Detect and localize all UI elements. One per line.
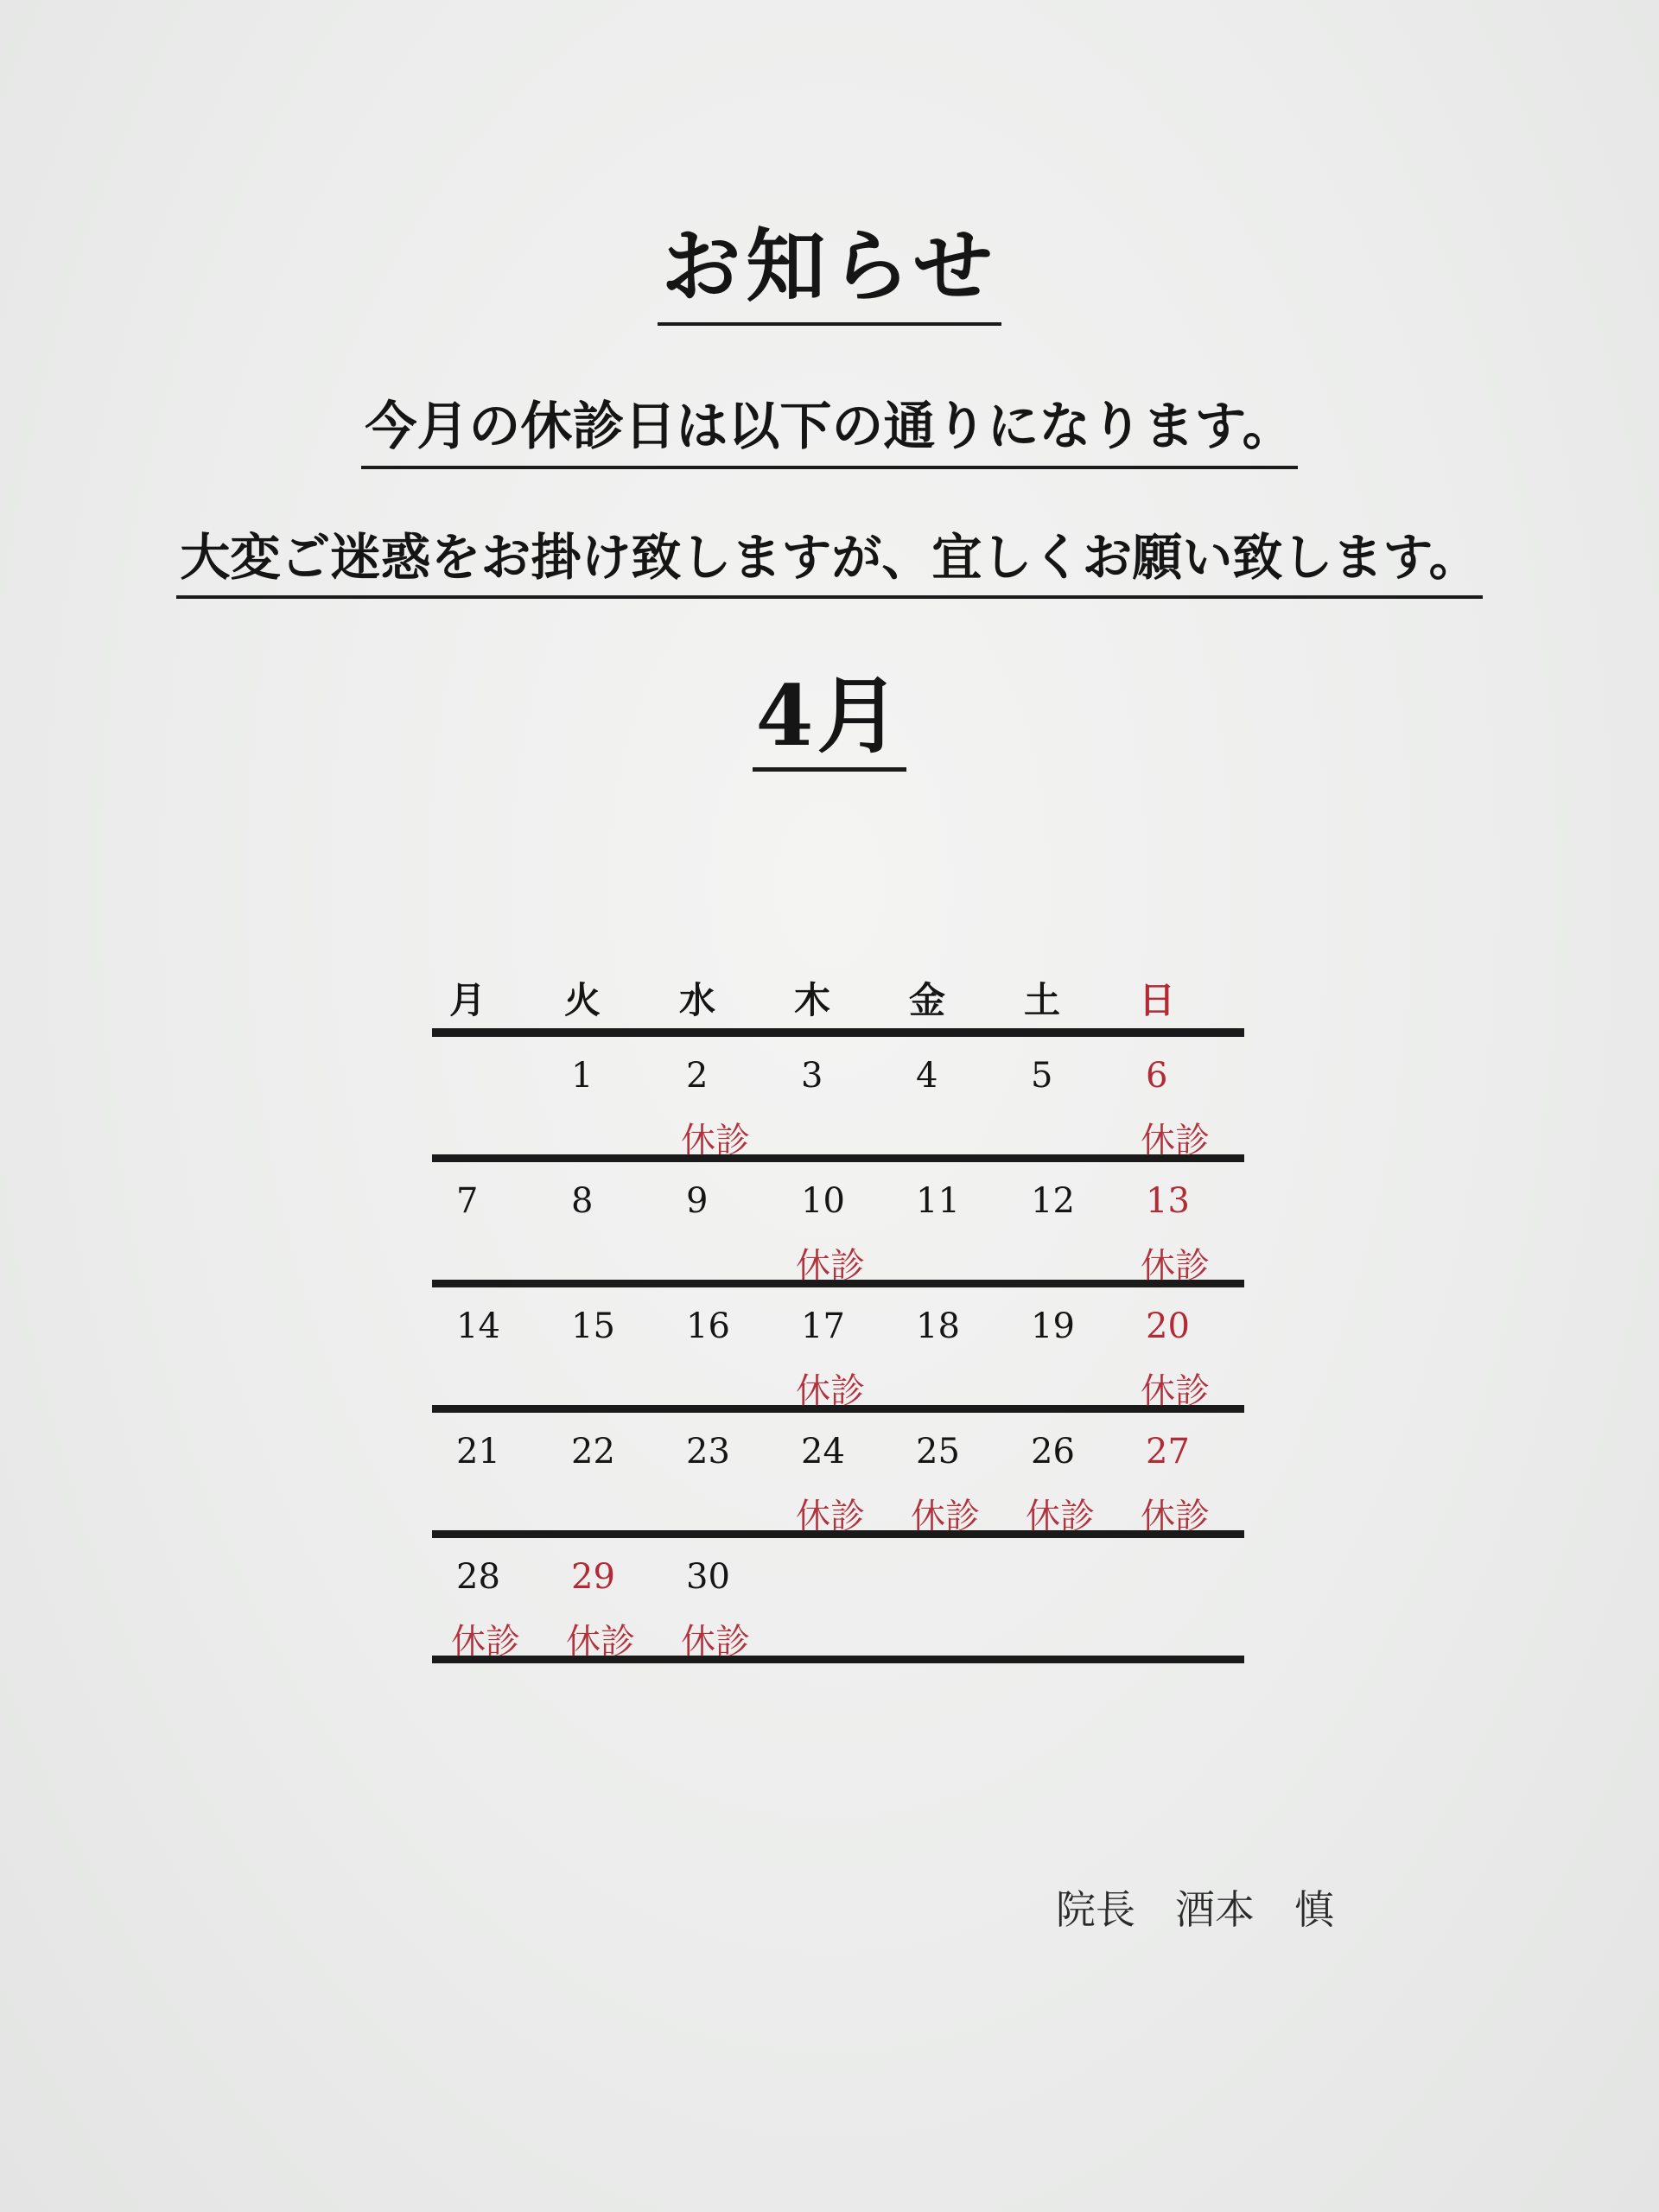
calendar-weeks	[432, 1037, 1244, 1663]
day-number: 7	[456, 1181, 479, 1221]
calendar-day-cell	[662, 1037, 777, 1160]
calendar-day-cell	[1122, 1538, 1236, 1656]
calendar-day-cell	[777, 1287, 892, 1411]
day-number: 9	[686, 1181, 709, 1221]
calendar-day-cell	[1007, 1162, 1122, 1280]
calendar-day-cell	[1122, 1413, 1236, 1536]
closed-label: 休診	[911, 1497, 980, 1536]
weekday-fri: 金	[909, 979, 946, 1021]
calendar-day-cell	[547, 1037, 662, 1154]
calendar-day-cell	[1122, 1162, 1236, 1286]
day-number: 4	[916, 1056, 938, 1096]
closed-label: 休診	[1141, 1121, 1210, 1160]
signature	[1056, 1878, 1334, 1936]
weekday-thu: 木	[794, 979, 831, 1021]
day-number: 21	[456, 1432, 500, 1471]
closed-label: 休診	[1141, 1246, 1210, 1286]
closed-label: 休診	[1026, 1497, 1095, 1536]
calendar-day-cell	[432, 1538, 547, 1662]
calendar-day-cell	[547, 1413, 662, 1530]
calendar-day-cell	[432, 1162, 547, 1280]
day-number: 10	[801, 1181, 845, 1221]
calendar-day-cell	[662, 1413, 777, 1530]
closed-label: 休診	[1141, 1497, 1210, 1536]
notice-title: お知らせ	[658, 223, 1001, 326]
calendar-day-cell	[1122, 1287, 1236, 1411]
calendar-week-row	[432, 1037, 1244, 1162]
calendar-day-cell	[1007, 1413, 1122, 1536]
calendar-day-cell	[662, 1538, 777, 1662]
day-number: 5	[1031, 1056, 1053, 1096]
day-number: 29	[571, 1557, 615, 1597]
notice-line-apology: 大変ご迷惑をお掛け致しますが、宜しくお願い致します。	[176, 529, 1482, 599]
signature-role: 院長	[1056, 1886, 1135, 1933]
calendar-day-cell	[892, 1538, 1007, 1656]
day-number: 14	[456, 1306, 500, 1346]
weekday-sat: 土	[1024, 979, 1061, 1021]
day-number: 15	[571, 1306, 615, 1346]
day-number: 18	[916, 1306, 960, 1346]
day-number: 20	[1146, 1306, 1190, 1346]
closure-calendar	[432, 968, 1244, 1663]
closed-label: 休診	[681, 1622, 750, 1662]
closed-label: 休診	[796, 1497, 865, 1536]
closed-label: 休診	[796, 1371, 865, 1411]
calendar-day-cell	[892, 1287, 1007, 1405]
calendar-day-cell	[432, 1037, 547, 1154]
day-number: 8	[571, 1181, 594, 1221]
day-number: 19	[1031, 1306, 1075, 1346]
day-number: 23	[686, 1432, 730, 1471]
calendar-day-cell	[777, 1037, 892, 1154]
calendar-week-row	[432, 1162, 1244, 1287]
day-number: 25	[916, 1432, 960, 1471]
calendar-day-cell	[547, 1162, 662, 1280]
calendar-week-row	[432, 1538, 1244, 1663]
day-number: 30	[686, 1557, 730, 1597]
day-number: 26	[1031, 1432, 1075, 1471]
closed-label: 休診	[1141, 1371, 1210, 1411]
month-heading: 4月	[753, 671, 907, 772]
weekday-header-row	[432, 968, 1244, 1037]
weekday-sun: 日	[1139, 979, 1176, 1021]
day-number: 17	[801, 1306, 845, 1346]
calendar-day-cell	[662, 1162, 777, 1280]
day-number: 24	[801, 1432, 845, 1471]
calendar-day-cell	[547, 1538, 662, 1662]
closed-label: 休診	[796, 1246, 865, 1286]
weekday-mon: 月	[449, 979, 486, 1021]
calendar-day-cell	[777, 1538, 892, 1656]
calendar-day-cell	[432, 1287, 547, 1405]
weekday-wed: 水	[679, 979, 716, 1021]
calendar-week-row	[432, 1413, 1244, 1538]
signature-given: 慎	[1294, 1886, 1334, 1933]
calendar-day-cell	[432, 1413, 547, 1530]
calendar-day-cell	[1007, 1287, 1122, 1405]
calendar-day-cell	[892, 1037, 1007, 1154]
closed-label: 休診	[451, 1622, 520, 1662]
calendar-day-cell	[1007, 1538, 1122, 1656]
day-number: 13	[1146, 1181, 1190, 1221]
calendar-day-cell	[1122, 1037, 1236, 1160]
day-number: 3	[801, 1056, 823, 1096]
day-number: 6	[1146, 1056, 1168, 1096]
calendar-day-cell	[777, 1162, 892, 1286]
closed-label: 休診	[681, 1121, 750, 1160]
calendar-day-cell	[547, 1287, 662, 1405]
calendar-day-cell	[892, 1162, 1007, 1280]
day-number: 16	[686, 1306, 730, 1346]
calendar-week-row	[432, 1287, 1244, 1413]
calendar-day-cell	[1007, 1037, 1122, 1154]
day-number: 22	[571, 1432, 615, 1471]
notice-line-closed-days: 今月の休診日は以下の通りになります。	[361, 397, 1297, 469]
closed-label: 休診	[566, 1622, 635, 1662]
day-number: 11	[916, 1181, 960, 1221]
calendar-day-cell	[777, 1413, 892, 1536]
day-number: 1	[571, 1056, 594, 1096]
signature-surname: 酒本	[1175, 1886, 1255, 1933]
day-number: 27	[1146, 1432, 1190, 1471]
day-number: 12	[1031, 1181, 1075, 1221]
calendar-day-cell	[662, 1287, 777, 1405]
day-number: 28	[456, 1557, 500, 1597]
day-number: 2	[686, 1056, 709, 1096]
calendar-day-cell	[892, 1413, 1007, 1536]
weekday-tue: 火	[564, 979, 601, 1021]
